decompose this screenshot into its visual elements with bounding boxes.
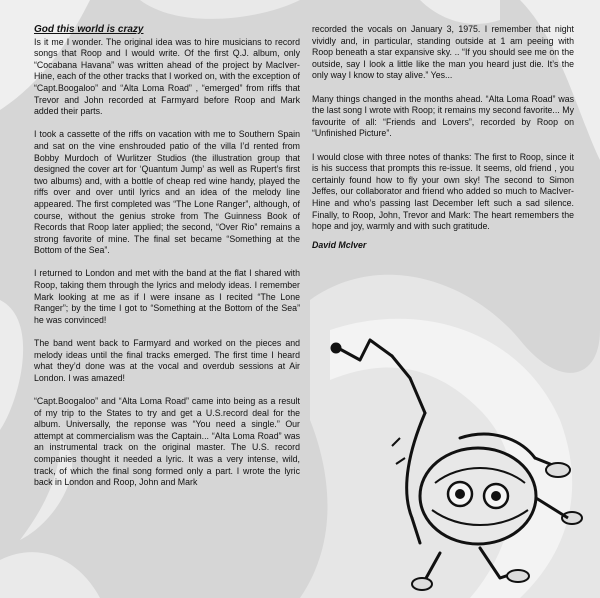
paragraph: “Capt.Boogaloo” and “Alta Loma Road” came into being as a result of my trip to the States to try and get a U.S.record deal for the album. Universally, the reponse was “You need a single.” Our attempt at commercialism was the Captain... “Alta Loma Road” was an instrumental track on the original master. The U.S. record companies thought it needed a lyric. It was a very intense, wild, track, of which the final song formed only a part. I wrote the lyric back in London and Roop, John and Mark: [34, 396, 300, 488]
creature-illustration: [300, 318, 600, 598]
right-column: [312, 24, 574, 252]
article-heading: God this world is crazy: [34, 24, 144, 35]
paragraph: Many things changed in the months ahead. “Alta Loma Road” was the last song I wrote with Roop; it remains my second favorite... My favourite of all: “Friends and Lovers”, recorded by Roop on “Unfinished Picture”.: [312, 93, 574, 139]
paragraph: The band went back to Farmyard and worked on the pieces and melody ideas until the final tracks emerged. The first time I heard what they’d done was at the vocal and overdub sessions at Air London. I was amazed!: [34, 338, 300, 383]
paragraph: Is it me I wonder. The original idea was to hire musicians to record songs that Roop and I would write. Of the first Q.J. album, only “Cocabana Havana” was written ahead of the project by MacIver-Hine, each of the other tracks that I worked on, with the exception of “Capt.Boogaloo” and “Alta Loma Road” , “emerged” from riffs that Trevor and John recorded at Farmyard before Roop and Mark added their parts.: [34, 36, 300, 117]
paragraph: I took a cassette of the riffs on vacation with me to Southern Spain and sat on the vine enshrouded patio of the villa I’d rented from Bobby Murdoch of Wurlitzer Studios (the illustration group that designed the cover art for ‘Quantum Jump’ as well as Rupert’s first two albums) and, with a bottle of cheap red wine handy, played the riffs over and over until lyrics and an idea of the melody line appeared. The first completed was “The Lone Ranger”, although, of course, without the genius stroke from The Guinness Book of Records that Roop later applied; the second, “Over Rio” remains a strong favorite of mine. The final set became “Something at the Bottom of the Sea”.: [34, 129, 300, 256]
paragraph: recorded the vocals on January 3, 1975. I remember that night vividly and, in particular, standing outside at 1 am peeing with Roop beneath a star expansive sky. .. “If you should see me on the outside, say I look a little like the man you heard just die. It’s the only way I know to stay alive.” Yes...: [312, 24, 574, 81]
signature: David McIver: [312, 240, 367, 251]
paragraph: I would close with three notes of thanks: The first to Roop, since it is his success that prompts this re-issue. It seems, old friend , you certainly found how to fly your own sky! The second to Simon Jeffes, our collaborator and friend who added so much to MacIver-Hine and who’s passing last December left such a sad silence. Finally, to Roop, John, Trevor and Mark: The heart remembers the hope and joy, warmly and with such gratitude.: [312, 151, 574, 232]
paragraph: I returned to London and met with the band at the flat I shared with Roop, taking them through the lyrics and melody ideas. I remember Mark looking at me as if I were insane as I recited “The Lone Ranger”; by the time I got to “Something at the Bottom of the Sea” he was convinced!: [34, 268, 300, 325]
left-column: [34, 24, 300, 500]
